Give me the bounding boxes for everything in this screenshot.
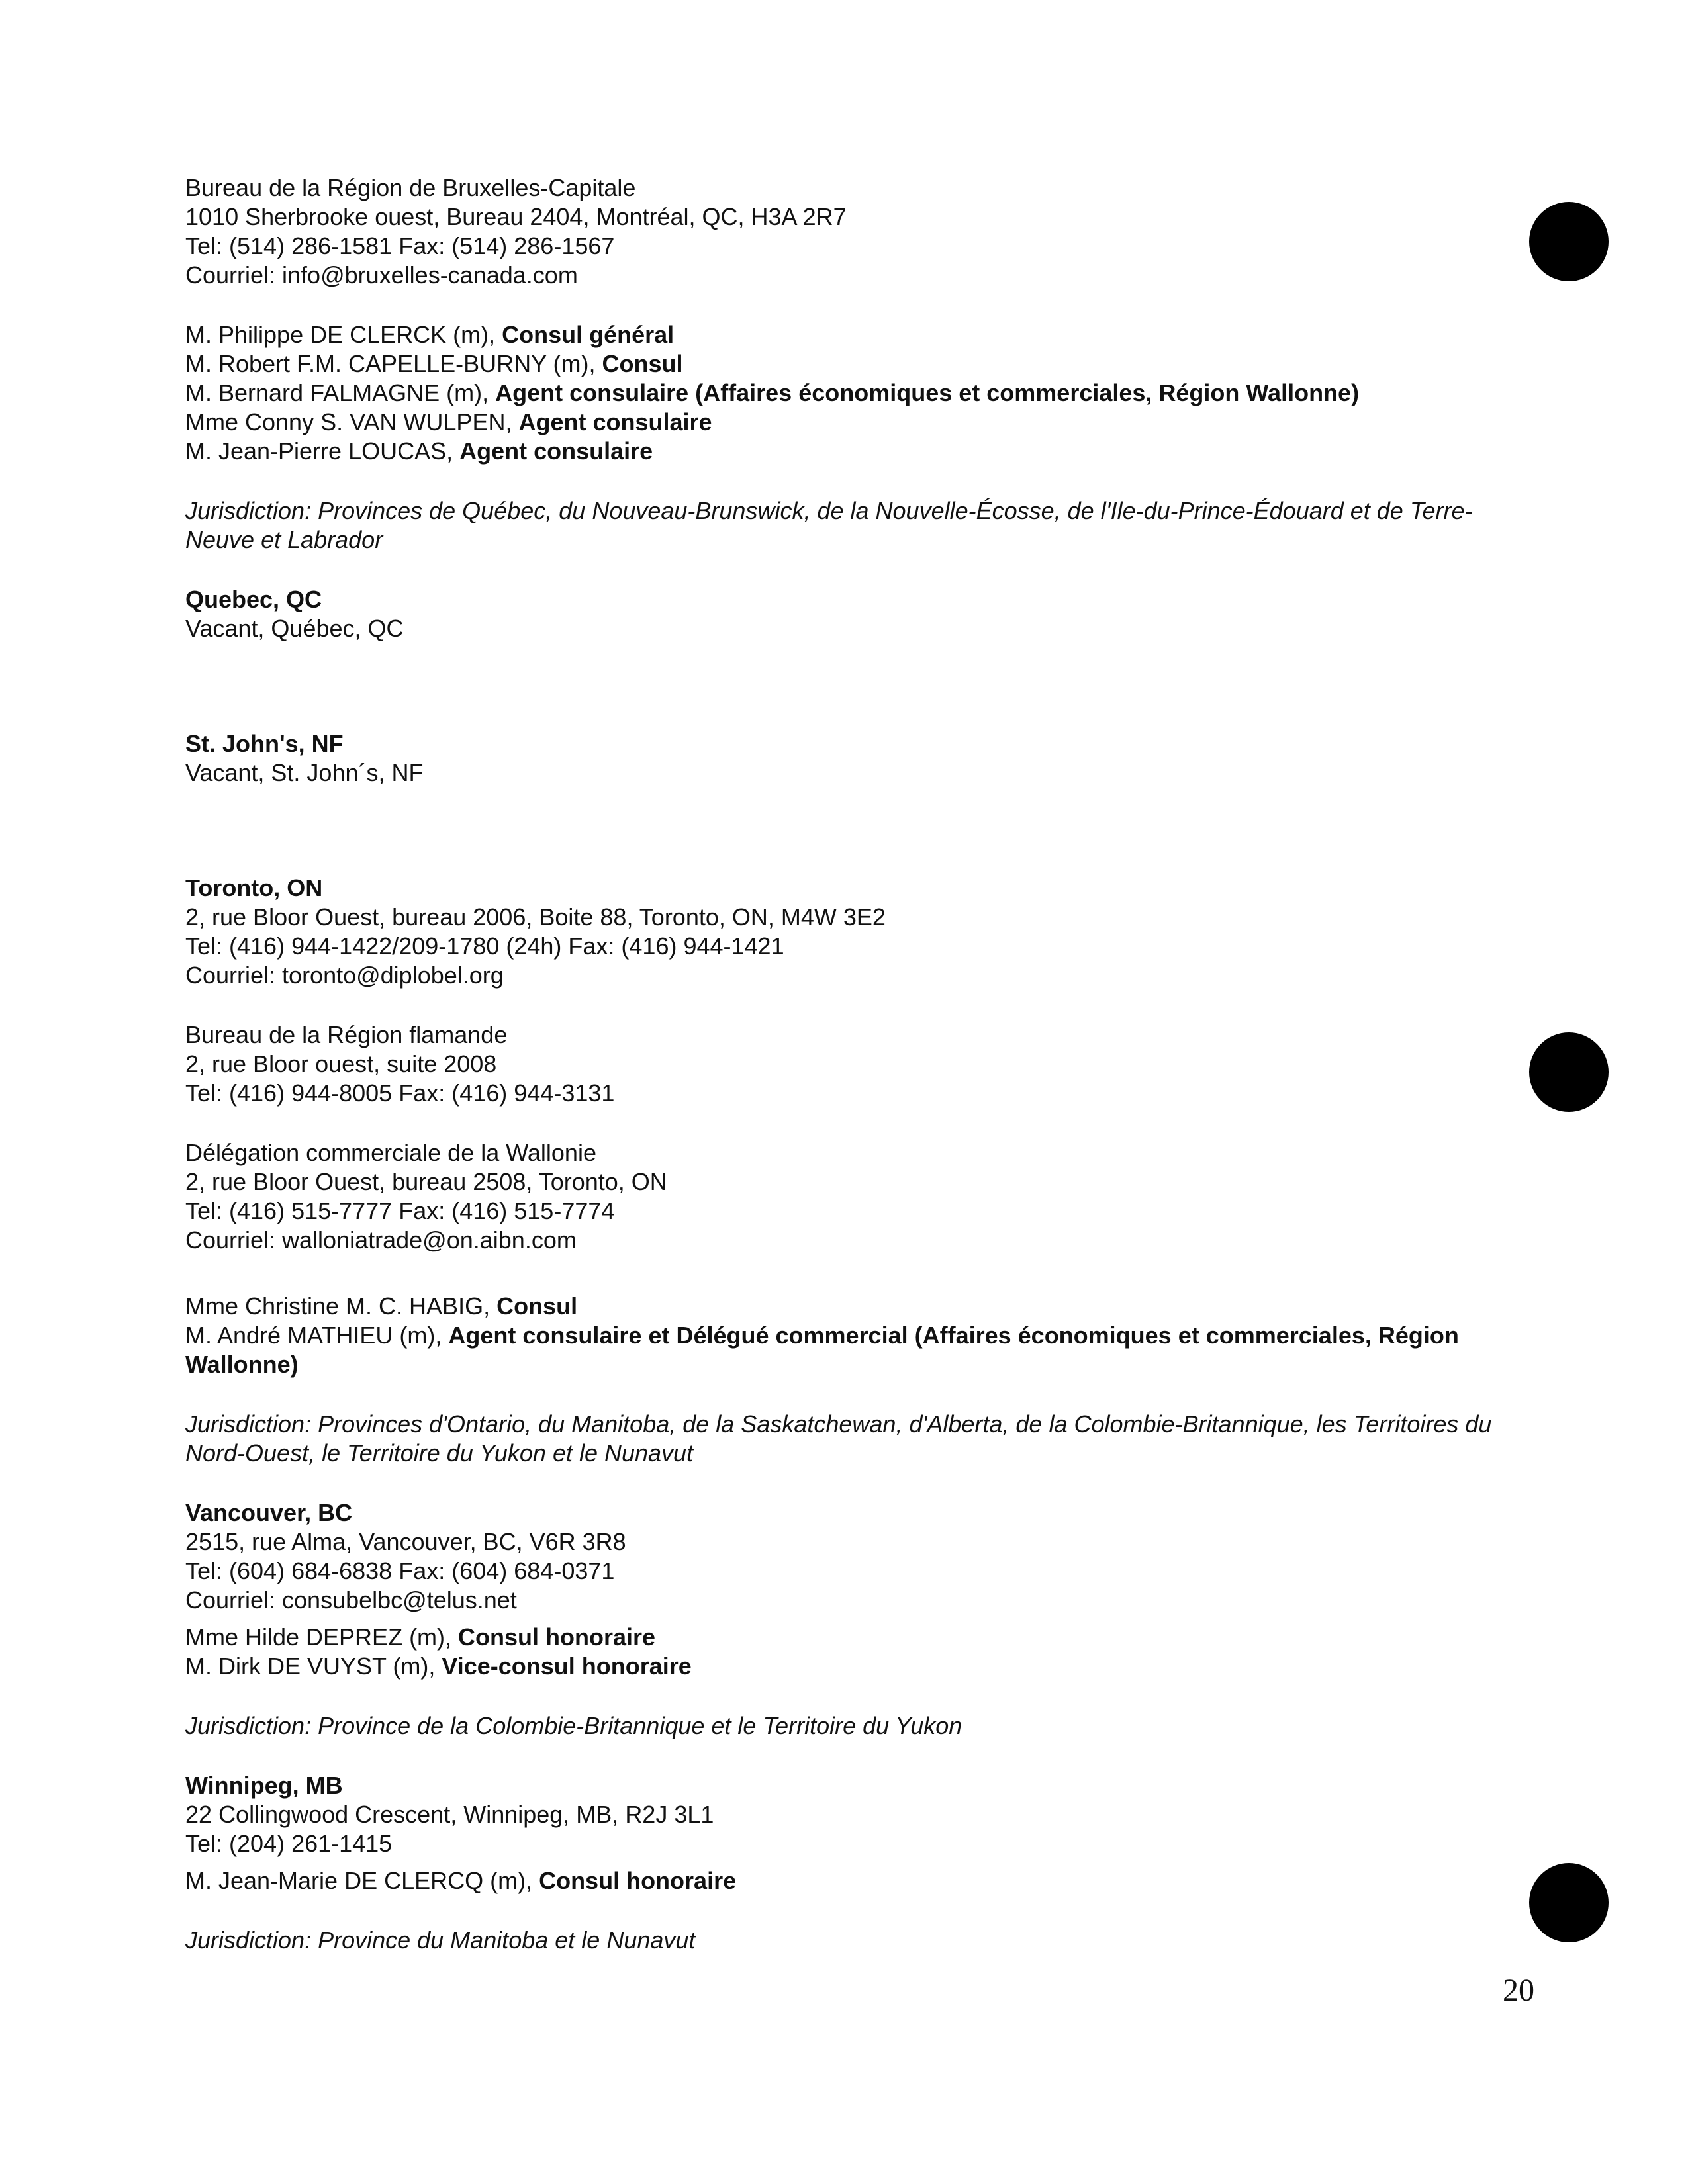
office-tel: Tel: (514) 286-1581 Fax: (514) 286-1567	[185, 232, 615, 259]
office-wallonia	[185, 1138, 1523, 1255]
office-tel: Tel: (416) 944-1422/209-1780 (24h) Fax: (416) 944-1421	[185, 933, 784, 960]
staff-entry	[185, 408, 1523, 437]
office-address: 2, rue Bloor ouest, suite 2008	[185, 1050, 497, 1077]
staff-name: M. André MATHIEU (m),	[185, 1322, 449, 1349]
staff-title: Consul	[496, 1293, 578, 1320]
staff-name: Mme Christine M. C. HABIG,	[185, 1293, 497, 1320]
staff-title: Agent consulaire et Délégué commercial (Affaires économiques et commerciales, Région Wallonne)	[185, 1322, 1459, 1378]
staff-name: M. Dirk DE VUYST (m),	[185, 1653, 442, 1680]
page-number: 20	[1503, 1973, 1534, 2008]
city-winnipeg	[185, 1771, 1523, 1858]
staff-title: Agent consulaire (Affaires économiques et commerciales, Région Wallonne)	[495, 379, 1360, 406]
office-email: Courriel: consubelbc@telus.net	[185, 1586, 517, 1614]
office-email: Courriel: toronto@diplobel.org	[185, 962, 504, 989]
toronto-jurisdiction: Jurisdiction: Provinces d'Ontario, du Manitoba, de la Saskatchewan, d'Alberta, de la Colombie-Britannique, les Territoires du Nord-Ouest, le Territoire du Yukon et le Nunavut	[185, 1410, 1492, 1467]
punch-hole-middle	[1529, 1032, 1609, 1112]
office-name: Délégation commerciale de la Wallonie	[185, 1139, 596, 1166]
office-tel: Tel: (204) 261-1415	[185, 1830, 393, 1857]
staff-entry	[185, 1866, 1523, 1895]
toronto-staff	[185, 1292, 1523, 1379]
staff-title: Agent consulaire	[459, 437, 653, 465]
office-flemish	[185, 1021, 1523, 1108]
city-toronto	[185, 874, 1523, 990]
office-tel: Tel: (604) 684-6838 Fax: (604) 684-0371	[185, 1557, 615, 1584]
montreal-staff	[185, 320, 1523, 466]
staff-entry	[185, 349, 1523, 379]
office-tel: Tel: (416) 944-8005 Fax: (416) 944-3131	[185, 1079, 615, 1107]
vancouver-staff	[185, 1623, 1523, 1681]
office-tel: Tel: (416) 515-7777 Fax: (416) 515-7774	[185, 1197, 615, 1224]
staff-name: M. Jean-Pierre LOUCAS,	[185, 437, 460, 465]
office-address: 2515, rue Alma, Vancouver, BC, V6R 3R8	[185, 1528, 626, 1555]
city-heading: Toronto, ON	[185, 874, 323, 901]
vancouver-jurisdiction: Jurisdiction: Province de la Colombie-Britannique et le Territoire du Yukon	[185, 1712, 962, 1739]
staff-entry	[185, 379, 1523, 408]
office-brussels	[185, 173, 1523, 290]
city-line: Vacant, St. John´s, NF	[185, 759, 424, 786]
montreal-jurisdiction: Jurisdiction: Provinces de Québec, du Nouveau-Brunswick, de la Nouvelle-Écosse, de l'Ile-du-Prince-Édouard et de Terre-Neuve et Labrador	[185, 497, 1473, 553]
staff-entry	[185, 437, 1523, 466]
staff-title: Consul honoraire	[458, 1623, 656, 1651]
staff-name: Mme Conny S. VAN WULPEN,	[185, 408, 519, 435]
staff-title: Agent consulaire	[518, 408, 712, 435]
staff-title: Vice-consul honoraire	[442, 1653, 692, 1680]
city-line: Vacant, Québec, QC	[185, 615, 404, 642]
staff-name: M. Robert F.M. CAPELLE-BURNY (m),	[185, 350, 602, 377]
city-heading: Winnipeg, MB	[185, 1772, 343, 1799]
punch-hole-top	[1529, 202, 1609, 281]
city-heading: Quebec, QC	[185, 586, 322, 613]
staff-entry	[185, 1321, 1523, 1379]
punch-hole-bottom	[1529, 1863, 1609, 1942]
office-address: 2, rue Bloor Ouest, bureau 2006, Boite 88, Toronto, ON, M4W 3E2	[185, 903, 886, 931]
city-heading: St. John's, NF	[185, 730, 344, 757]
consulate-listing	[185, 173, 1523, 1955]
staff-title: Consul général	[502, 321, 675, 348]
office-name: Bureau de la Région de Bruxelles-Capitale	[185, 174, 636, 201]
staff-title: Consul	[602, 350, 683, 377]
staff-entry	[185, 1652, 1523, 1681]
city-vancouver	[185, 1498, 1523, 1615]
winnipeg-jurisdiction: Jurisdiction: Province du Manitoba et le Nunavut	[185, 1927, 696, 1954]
office-name: Bureau de la Région flamande	[185, 1021, 508, 1048]
city-quebec	[185, 585, 1523, 643]
winnipeg-staff	[185, 1866, 1523, 1895]
staff-name: M. Jean-Marie DE CLERCQ (m),	[185, 1867, 539, 1894]
office-email: Courriel: walloniatrade@on.aibn.com	[185, 1226, 577, 1253]
staff-entry	[185, 1623, 1523, 1652]
staff-title: Consul honoraire	[539, 1867, 737, 1894]
staff-entry	[185, 320, 1523, 349]
staff-name: M. Bernard FALMAGNE (m),	[185, 379, 496, 406]
staff-name: Mme Hilde DEPREZ (m),	[185, 1623, 459, 1651]
staff-name: M. Philippe DE CLERCK (m),	[185, 321, 502, 348]
office-address: 22 Collingwood Crescent, Winnipeg, MB, R2J 3L1	[185, 1801, 714, 1828]
office-email: Courriel: info@bruxelles-canada.com	[185, 261, 578, 289]
city-stjohns	[185, 729, 1523, 788]
office-address: 1010 Sherbrooke ouest, Bureau 2404, Montréal, QC, H3A 2R7	[185, 203, 847, 230]
office-address: 2, rue Bloor Ouest, bureau 2508, Toronto, ON	[185, 1168, 667, 1195]
staff-entry	[185, 1292, 1523, 1321]
city-heading: Vancouver, BC	[185, 1499, 353, 1526]
